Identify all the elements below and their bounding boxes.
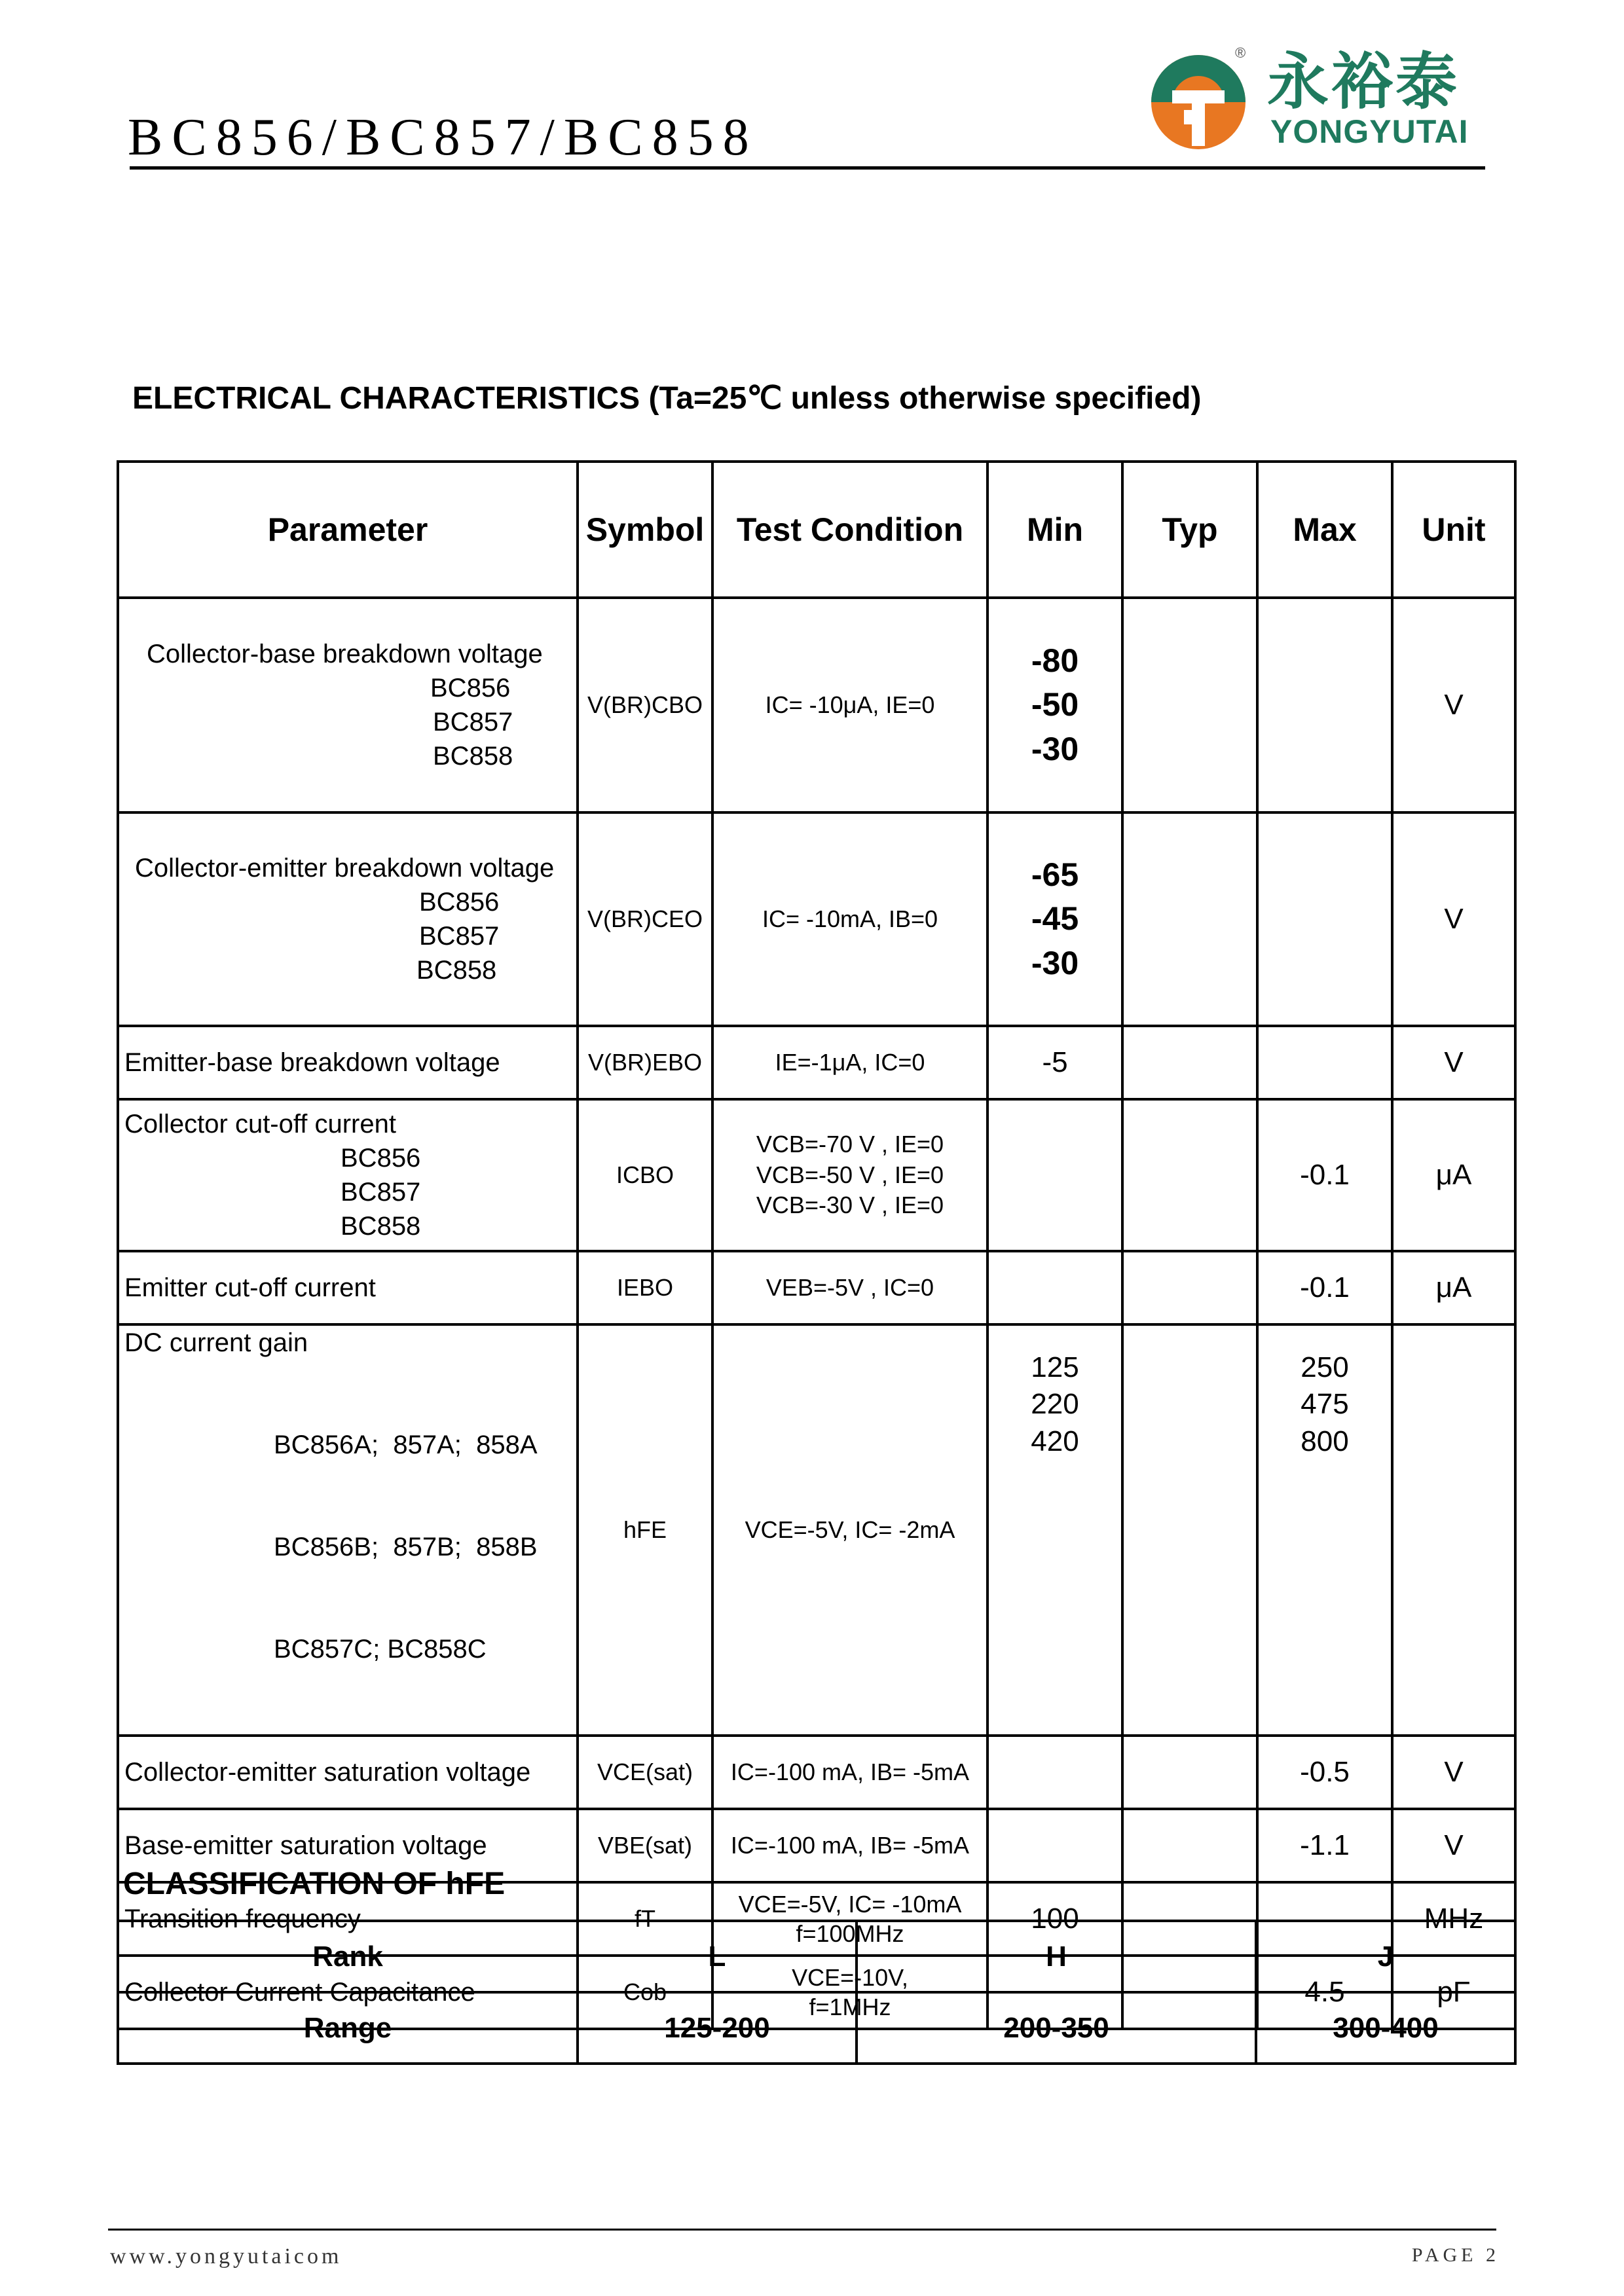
column-header-unit: Unit	[1392, 462, 1515, 598]
table-header-row	[118, 462, 1515, 598]
brand-logo	[1146, 45, 1486, 156]
min-value: -80	[1031, 642, 1079, 679]
unit-cell: μA	[1392, 1251, 1515, 1324]
table-row	[118, 1992, 1515, 2064]
variant-label: BC856	[341, 1144, 421, 1173]
electrical-characteristics-title: ELECTRICAL CHARACTERISTICS (Ta=25℃ unless otherwise specified)	[132, 381, 1202, 416]
min-cell	[987, 1099, 1122, 1251]
max-cell	[1257, 598, 1392, 812]
parameter-name: Base-emitter saturation voltage	[118, 1809, 578, 1882]
condition-line: f=100MHz	[796, 1920, 904, 1947]
variant-label: BC856A; 857A; 858A	[274, 1430, 538, 1459]
table-row	[118, 1026, 1515, 1099]
condition-cell	[712, 1099, 987, 1251]
brand-name-chinese: 永裕泰	[1267, 47, 1460, 116]
condition-cell: IC= -10mA, IB=0	[712, 812, 987, 1026]
range-value: 300-400	[1256, 1992, 1515, 2064]
min-cell	[987, 1809, 1122, 1882]
variant-label: BC856	[419, 888, 500, 917]
min-value: 125	[1031, 1351, 1079, 1383]
table-row	[118, 1324, 1515, 1736]
typ-cell	[1122, 1251, 1257, 1324]
max-cell	[1257, 1324, 1392, 1736]
variant-label: BC856B; 857B; 858B	[274, 1533, 538, 1561]
yongyutai-logo-icon	[1146, 50, 1251, 155]
max-cell	[1257, 1026, 1392, 1099]
brand-name-english: YONGYUTAI	[1270, 113, 1469, 150]
range-label: Range	[118, 1992, 578, 2064]
min-value: 220	[1031, 1388, 1079, 1421]
parameter-name: DC current gain	[124, 1328, 308, 1357]
typ-cell	[1122, 812, 1257, 1026]
table-row	[118, 812, 1515, 1026]
parameter-name: Collector cut-off current	[124, 1110, 396, 1139]
variant-label: BC858	[416, 956, 497, 985]
max-cell	[1257, 812, 1392, 1026]
hfe-classification-table	[117, 1920, 1517, 2065]
document-title: BC856/BC857/BC858	[128, 109, 758, 166]
parameter-name: Collector-emitter breakdown voltage	[135, 854, 555, 883]
unit-cell: V	[1392, 812, 1515, 1026]
unit-cell: V	[1392, 1026, 1515, 1099]
column-header-typ: Typ	[1122, 462, 1257, 598]
max-value: 800	[1301, 1425, 1349, 1457]
parameter-name: Collector-base breakdown voltage	[147, 640, 543, 668]
symbol-cell: V(BR)CEO	[578, 812, 712, 1026]
typ-cell	[1122, 1809, 1257, 1882]
condition-line: VCE=-5V, IC= -10mA	[738, 1891, 962, 1918]
table-row	[118, 1099, 1515, 1251]
header-rule	[130, 166, 1485, 170]
column-header-parameter: Parameter	[118, 462, 578, 598]
max-value: 250	[1301, 1351, 1349, 1383]
symbol-cell: IEBO	[578, 1251, 712, 1324]
symbol-cell: hFE	[578, 1324, 712, 1736]
unit-cell: MHz	[1392, 1882, 1515, 1956]
table-row	[118, 598, 1515, 812]
column-header-max: Max	[1257, 462, 1392, 598]
parameter-name: Transition frequency	[118, 1882, 578, 1956]
typ-cell	[1122, 1099, 1257, 1251]
condition-line: VCB=-50 V , IE=0	[756, 1161, 944, 1188]
condition-line: VCE=-10V,	[792, 1964, 908, 1991]
parameter-name: Emitter cut-off current	[118, 1251, 578, 1324]
variant-label: BC857C; BC858C	[274, 1635, 487, 1664]
parameter-cell	[118, 812, 578, 1026]
min-cell: 100	[987, 1882, 1122, 1956]
symbol-cell: fT	[578, 1882, 712, 1956]
max-cell: -1.1	[1257, 1809, 1392, 1882]
table-row	[118, 1251, 1515, 1324]
parameter-cell	[118, 598, 578, 812]
rank-value: L	[578, 1921, 857, 1992]
typ-cell	[1122, 1736, 1257, 1809]
condition-cell: VCE=-5V, IC= -2mA	[712, 1324, 987, 1736]
column-header-min: Min	[987, 462, 1122, 598]
registered-mark: ®	[1235, 45, 1246, 61]
unit-cell: μA	[1392, 1099, 1515, 1251]
min-value: -30	[1031, 944, 1079, 981]
range-value: 200-350	[857, 1992, 1256, 2064]
unit-cell	[1392, 1324, 1515, 1736]
column-header-test-condition: Test Condition	[712, 462, 987, 598]
symbol-cell: V(BR)EBO	[578, 1026, 712, 1099]
symbol-cell: Cob	[578, 1956, 712, 2029]
variant-label: BC857	[341, 1178, 421, 1207]
variant-label: BC856	[430, 674, 511, 702]
min-cell	[987, 1736, 1122, 1809]
condition-line: VCB=-70 V , IE=0	[756, 1130, 944, 1157]
unit-cell: V	[1392, 1736, 1515, 1809]
min-value: -50	[1031, 686, 1079, 723]
typ-cell	[1122, 1026, 1257, 1099]
rank-value: J	[1256, 1921, 1515, 1992]
variant-label: BC858	[341, 1212, 421, 1241]
table-row	[118, 1921, 1515, 1992]
symbol-cell: ICBO	[578, 1099, 712, 1251]
table-row	[118, 1736, 1515, 1809]
min-value: 420	[1031, 1425, 1079, 1457]
min-cell	[987, 598, 1122, 812]
rank-label: Rank	[118, 1921, 578, 1992]
condition-cell: IC=-100 mA, IB= -5mA	[712, 1736, 987, 1809]
typ-cell	[1122, 1324, 1257, 1736]
footer-rule	[108, 2229, 1496, 2231]
unit-cell: V	[1392, 598, 1515, 812]
symbol-cell: V(BR)CBO	[578, 598, 712, 812]
parameter-cell	[118, 1324, 578, 1736]
symbol-cell: VBE(sat)	[578, 1809, 712, 1882]
typ-cell	[1122, 598, 1257, 812]
parameter-name: Collector-emitter saturation voltage	[118, 1736, 578, 1809]
min-value: -65	[1031, 856, 1079, 893]
parameter-name: Emitter-base breakdown voltage	[118, 1026, 578, 1099]
min-cell	[987, 1324, 1122, 1736]
condition-cell: VEB=-5V , IC=0	[712, 1251, 987, 1324]
variant-label: BC857	[433, 708, 513, 737]
max-cell: -0.5	[1257, 1736, 1392, 1809]
range-value: 125-200	[578, 1992, 857, 2064]
condition-cell: IC=-100 mA, IB= -5mA	[712, 1809, 987, 1882]
parameter-name: Collector Current Capacitance	[118, 1956, 578, 2029]
min-cell	[987, 1251, 1122, 1324]
symbol-cell: VCE(sat)	[578, 1736, 712, 1809]
electrical-characteristics-table	[117, 460, 1517, 2030]
classification-title: CLASSIFICATION OF hFE	[123, 1867, 506, 1901]
max-value: 475	[1301, 1388, 1349, 1421]
condition-cell: IC= -10μA, IE=0	[712, 598, 987, 812]
page-number: PAGE 2	[1411, 2244, 1500, 2266]
max-cell: -0.1	[1257, 1099, 1392, 1251]
condition-line: VCB=-30 V , IE=0	[756, 1192, 944, 1219]
variant-label: BC858	[433, 742, 513, 771]
condition-cell: IE=-1μA, IC=0	[712, 1026, 987, 1099]
variant-label: BC857	[419, 922, 500, 951]
unit-cell: V	[1392, 1809, 1515, 1882]
min-cell	[987, 812, 1122, 1026]
min-value: -45	[1031, 900, 1079, 938]
condition-line: f=1MHz	[809, 1994, 891, 2020]
parameter-cell	[118, 1099, 578, 1251]
rank-value: H	[857, 1921, 1256, 1992]
column-header-symbol: Symbol	[578, 462, 712, 598]
footer-website: www.yongyutaicom	[110, 2244, 342, 2269]
max-cell: 4.5	[1257, 1956, 1392, 2029]
unit-cell: pF	[1392, 1956, 1515, 2029]
min-value: -30	[1031, 730, 1079, 767]
max-cell: -0.1	[1257, 1251, 1392, 1324]
min-cell: -5	[987, 1026, 1122, 1099]
